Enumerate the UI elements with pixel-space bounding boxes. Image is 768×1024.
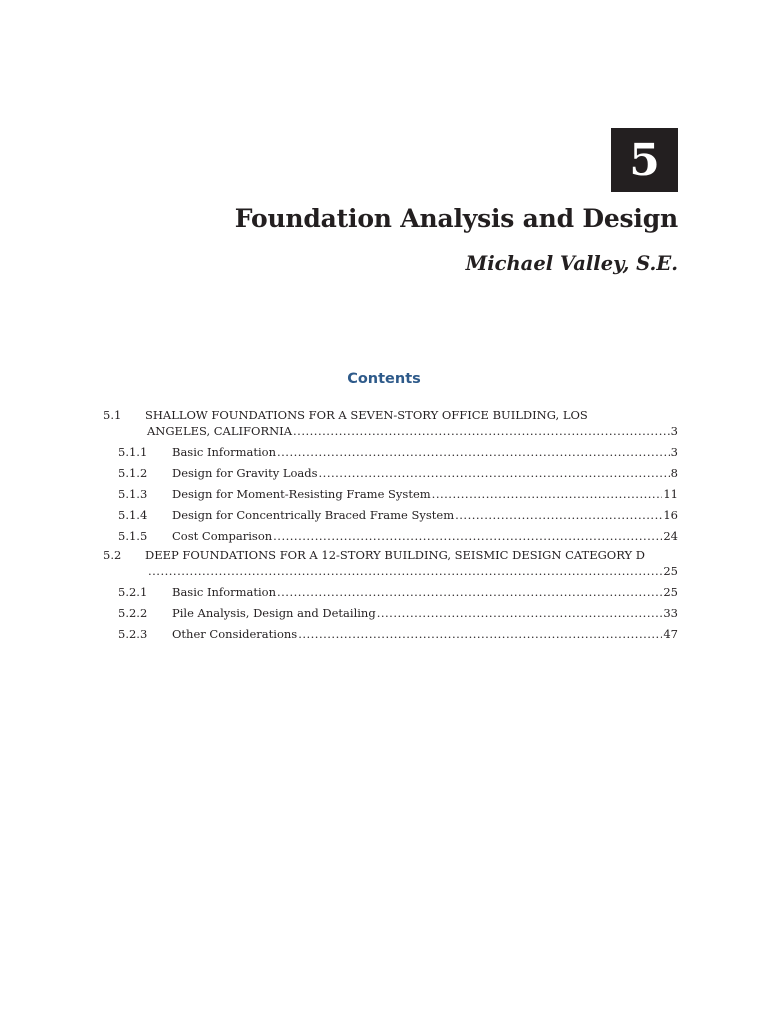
toc-entry[interactable] — [172, 507, 678, 523]
toc-entry[interactable] — [172, 444, 678, 460]
toc-label: Design for Concentrically Braced Frame System — [172, 508, 455, 522]
toc-page: 8 — [670, 466, 678, 480]
toc-leader — [273, 528, 662, 544]
toc-label: Design for Gravity Loads — [172, 466, 318, 480]
toc-leader — [277, 584, 662, 600]
toc-page: 3 — [670, 445, 678, 459]
toc-leader — [319, 465, 670, 481]
toc-label: Design for Moment-Resisting Frame System — [172, 487, 431, 501]
toc-label: Cost Comparison — [172, 529, 273, 543]
toc-page: 3 — [670, 424, 678, 438]
toc-number: 5.2.3 — [118, 627, 148, 641]
toc-entry[interactable] — [172, 626, 678, 642]
toc-number: 5.1.3 — [118, 487, 148, 501]
toc-number: 5.1 — [103, 408, 122, 422]
toc-number: 5.2 — [103, 548, 122, 562]
toc-page: 25 — [663, 585, 678, 599]
toc-entry[interactable] — [147, 423, 678, 439]
toc-number: 5.1.5 — [118, 529, 148, 543]
toc-heading-line: SHALLOW FOUNDATIONS FOR A SEVEN-STORY OFFICE BUILDING, LOS — [145, 408, 588, 422]
chapter-number: 5 — [629, 134, 660, 186]
toc-page: 47 — [663, 627, 678, 641]
toc-leader — [148, 563, 662, 579]
toc-entry[interactable] — [172, 528, 678, 544]
toc-label: ANGELES, CALIFORNIA — [147, 424, 293, 438]
toc-number: 5.1.1 — [118, 445, 148, 459]
toc-leader — [277, 444, 670, 460]
toc-entry[interactable] — [172, 486, 678, 502]
toc-label: Pile Analysis, Design and Detailing — [172, 606, 376, 620]
chapter-title: Foundation Analysis and Design — [234, 204, 678, 233]
toc-page: 25 — [663, 564, 678, 578]
toc-page: 16 — [663, 508, 678, 522]
toc-entry[interactable] — [172, 465, 678, 481]
toc-leader — [377, 605, 663, 621]
toc-entry[interactable] — [172, 605, 678, 621]
toc-entry[interactable] — [172, 584, 678, 600]
toc-leader — [455, 507, 662, 523]
toc-heading-line: DEEP FOUNDATIONS FOR A 12-STORY BUILDING, SEISMIC DESIGN CATEGORY D — [145, 548, 645, 562]
toc-number: 5.1.2 — [118, 466, 148, 480]
toc-number: 5.1.4 — [118, 508, 148, 522]
toc-leader — [298, 626, 662, 642]
chapter-author: Michael Valley, S.E. — [465, 252, 678, 275]
toc-label: Other Considerations — [172, 627, 298, 641]
toc-page: 24 — [663, 529, 678, 543]
toc-number: 5.2.1 — [118, 585, 148, 599]
contents-heading: Contents — [347, 371, 421, 387]
toc-leader — [293, 423, 670, 439]
toc-number: 5.2.2 — [118, 606, 148, 620]
toc-entry[interactable] — [147, 563, 678, 579]
toc-label: Basic Information — [172, 585, 276, 599]
toc-label: Basic Information — [172, 445, 276, 459]
toc-leader — [432, 486, 663, 502]
toc-page: 33 — [663, 606, 678, 620]
toc-page: 11 — [663, 487, 678, 501]
